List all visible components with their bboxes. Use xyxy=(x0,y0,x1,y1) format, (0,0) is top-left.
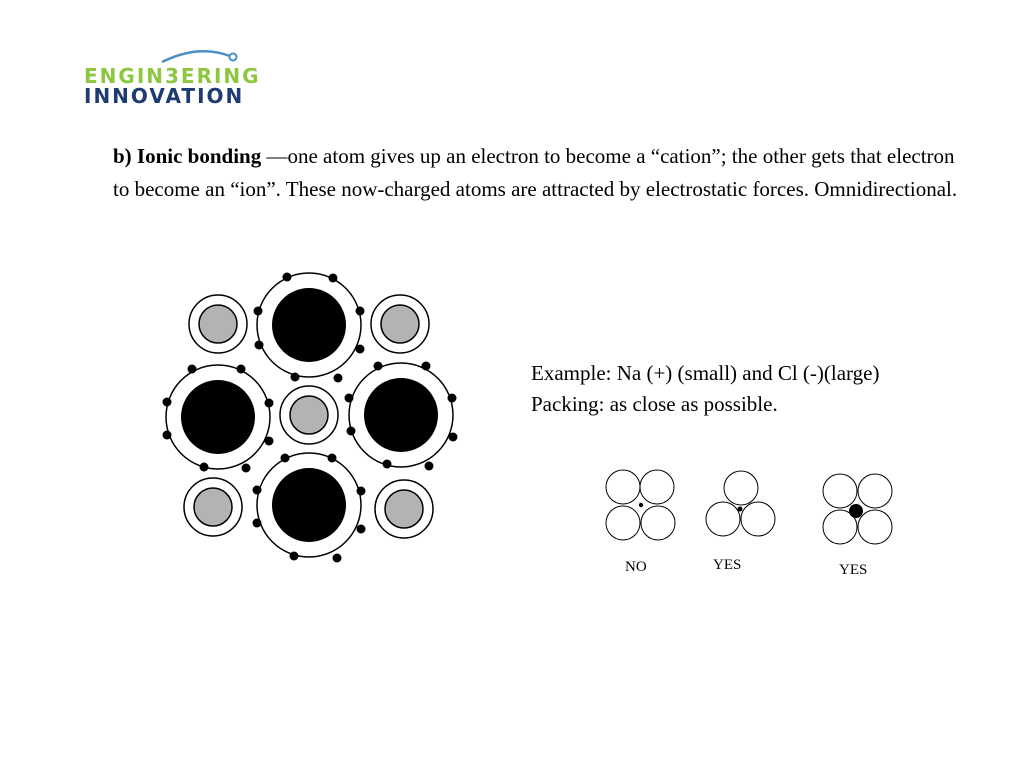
engineering-innovation-logo xyxy=(78,42,283,108)
small-ion-top-left xyxy=(189,295,247,353)
large-ion-right xyxy=(345,362,458,471)
example-line: Example: Na (+) (small) and Cl (-)(large) xyxy=(531,361,880,385)
packing-line: Packing: as close as possible. xyxy=(531,392,778,416)
packing-yes-illustration-2 xyxy=(823,474,892,544)
large-ion-top xyxy=(254,273,365,383)
ionic-bonding-heading: b) Ionic bonding xyxy=(113,144,262,168)
large-ion-bottom xyxy=(253,453,366,563)
packing-diagram xyxy=(595,462,905,587)
packing-yes-illustration-1 xyxy=(706,471,775,536)
ionic-crystal-diagram xyxy=(150,260,480,570)
logo-text-innovation: INNOVATION xyxy=(84,84,245,108)
logo-text-engineering: ENGIN3ERING xyxy=(84,64,261,88)
small-ion-bottom-left xyxy=(184,478,242,536)
packing-label-yes-2: YES xyxy=(839,562,868,578)
ionic-bonding-text: —one atom gives up an electron to become a “cation”; the other gets that electron to become an “ion”. These now-charged atoms are attracted by electrostatic forces. Omnidirectional. xyxy=(113,144,958,201)
small-ion-bottom-right xyxy=(375,480,433,538)
small-ion-center xyxy=(280,386,338,444)
packing-label-no: NO xyxy=(625,559,647,575)
large-ion-left xyxy=(163,365,274,473)
small-ion-top-right xyxy=(371,295,429,353)
ionic-bonding-paragraph xyxy=(113,140,973,206)
packing-no-illustration xyxy=(606,470,675,540)
packing-label-yes-1: YES xyxy=(713,557,742,573)
example-text xyxy=(531,358,1001,420)
